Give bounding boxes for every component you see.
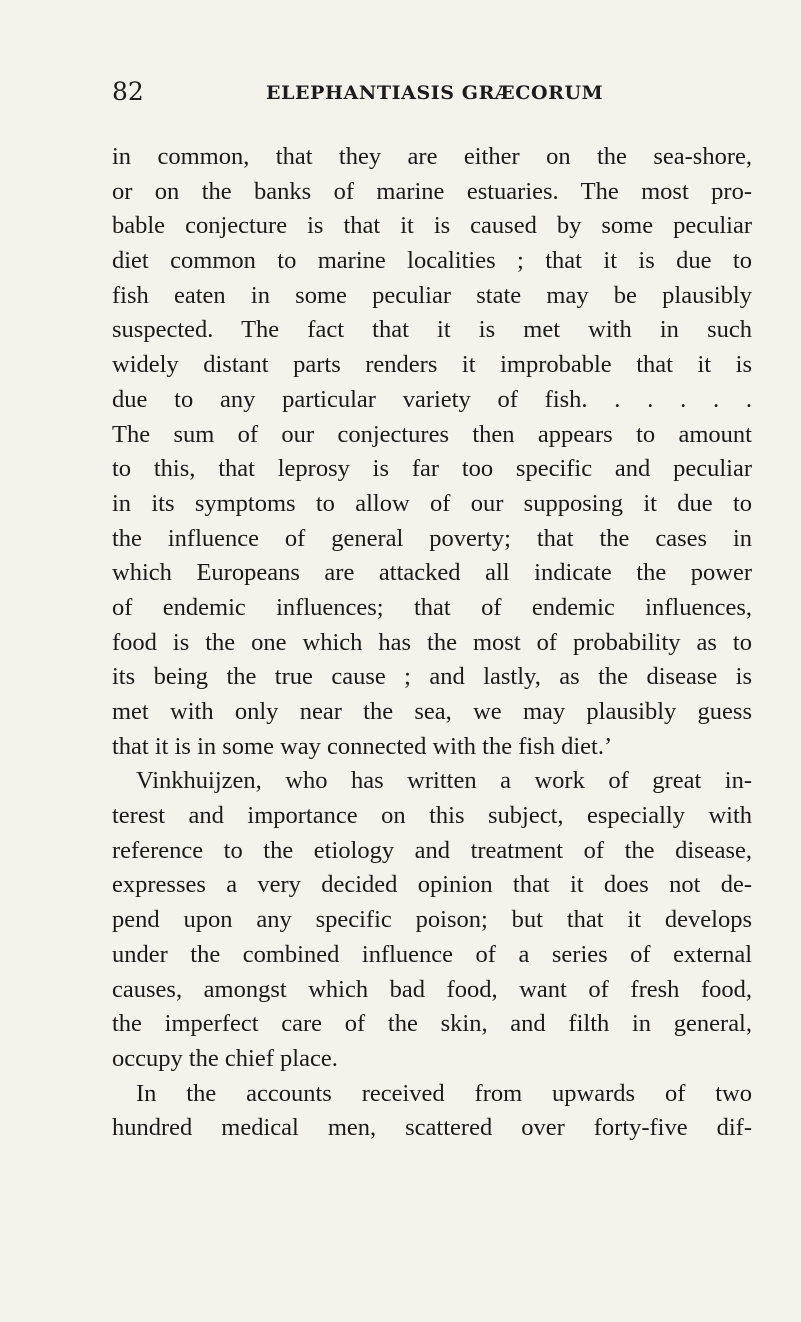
text-line: In the accounts received from upwards of two: [136, 1079, 752, 1107]
text-line: under the combined influence of a series of external: [112, 940, 752, 968]
text-line: the imperfect care of the skin, and filth in general,: [112, 1010, 752, 1038]
text-line: diet common to marine localities ; that it is due to: [112, 247, 752, 275]
text-line: The sum of our conjectures then appears to amount: [112, 420, 752, 448]
text-line: reference to the etiology and treatment of the disease,: [112, 836, 752, 864]
text-line: hundred medical men, scattered over forty-five dif-: [112, 1114, 752, 1142]
text-line: met with only near the sea, we may plausibly guess: [112, 698, 752, 725]
text-line: due to any particular variety of fish. . . . . .: [112, 385, 752, 413]
text-line: that it is in some way connected with the fish diet.’: [112, 732, 613, 760]
text-line: which Europeans are attacked all indicate the power: [112, 559, 752, 587]
text-line: widely distant parts renders it improbable that it is: [112, 351, 752, 379]
text-line: terest and importance on this subject, especially with: [112, 802, 752, 830]
text-line: to this, that leprosy is far too specific and peculiar: [112, 455, 752, 483]
text-line: causes, amongst which bad food, want of fresh food,: [112, 975, 752, 1003]
text-line: occupy the chief place.: [112, 1044, 338, 1072]
text-line: bable conjecture is that it is caused by some peculiar: [112, 212, 752, 240]
text-line: food is the one which has the most of probability as to: [112, 628, 752, 656]
text-line: Vinkhuijzen, who has written a work of great in-: [136, 767, 752, 795]
running-head: ELEPHANTIASIS GRÆCORUM: [266, 82, 604, 104]
body-text: [112, 140, 752, 1146]
text-line: its being the true cause ; and lastly, as the disease is: [112, 663, 752, 691]
text-line: or on the banks of marine estuaries. The most pro-: [112, 177, 752, 205]
page-header: [112, 76, 732, 112]
text-line: pend upon any specific poison; but that it develops: [112, 906, 752, 934]
text-line: fish eaten in some peculiar state may be plausibly: [112, 281, 752, 309]
page-number: 82: [112, 77, 144, 106]
text-line: of endemic influences; that of endemic influences,: [112, 593, 752, 621]
text-line: suspected. The fact that it is met with in such: [112, 316, 752, 344]
text-line: in common, that they are either on the sea-shore,: [112, 143, 752, 170]
text-line: the influence of general poverty; that the cases in: [112, 524, 752, 552]
text-line: in its symptoms to allow of our supposing it due to: [112, 489, 752, 517]
text-line: expresses a very decided opinion that it does not de-: [112, 871, 752, 899]
